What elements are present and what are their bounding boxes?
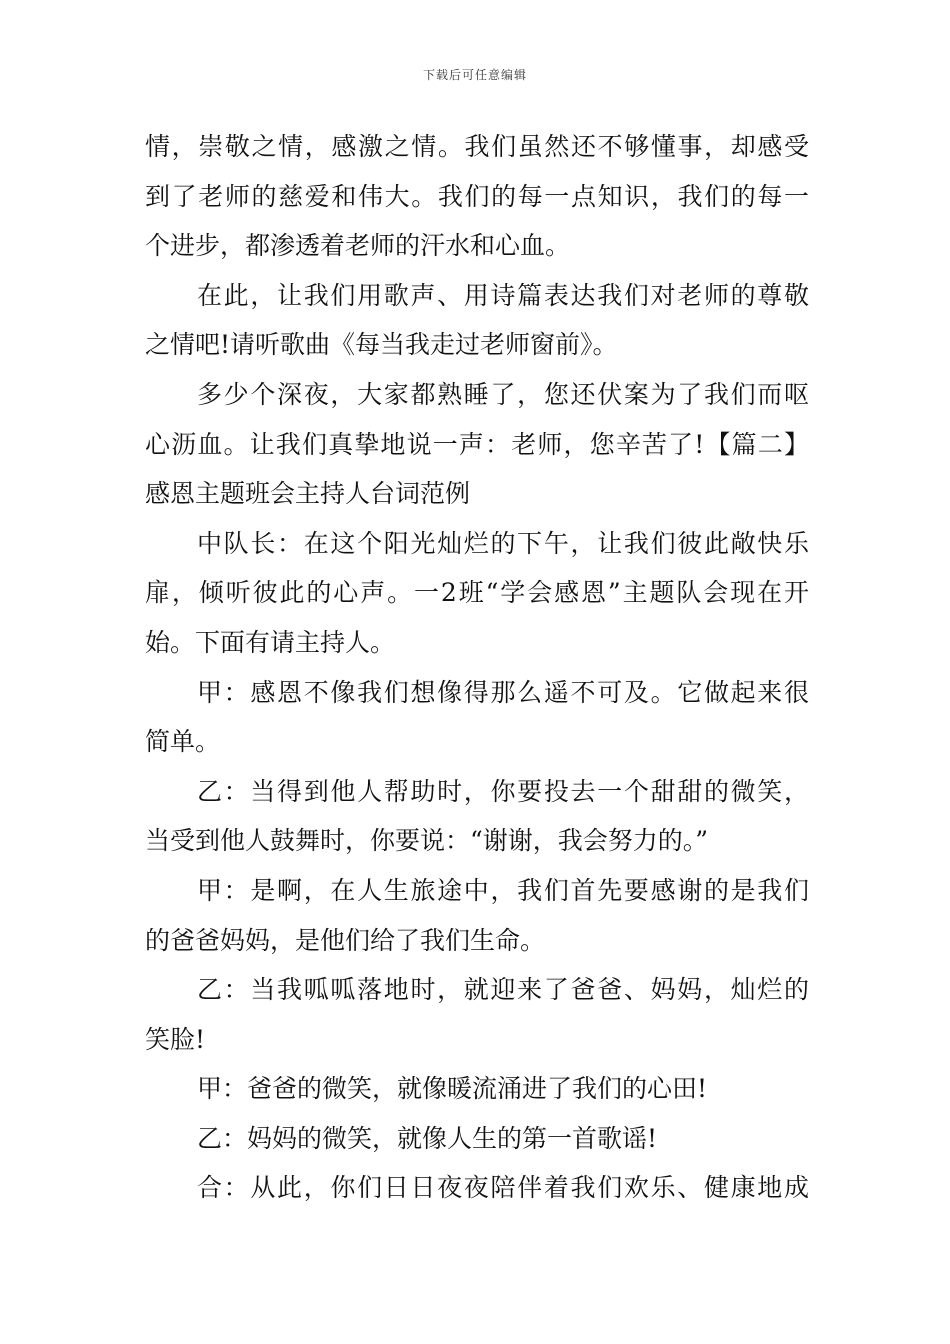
text-line: 简单。 [145, 727, 221, 757]
text-line: 在此，让我们用歌声、用诗篇表达我们对老师的尊敬 [197, 280, 809, 310]
page-header: 下载后可任意编辑 [422, 68, 527, 82]
text-line: 心沥血。让我们真挚地说一声：老师，您辛苦了!【篇二】 [145, 429, 809, 459]
text-line: 中队长：在这个阳光灿烂的下午，让我们彼此敞快乐 [197, 528, 809, 558]
text-line: 乙：妈妈的微笑，就像人生的第一首歌谣! [197, 1123, 658, 1153]
text-line: 甲：是啊，在人生旅途中，我们首先要感谢的是我们 [197, 875, 809, 905]
text-line: 笑脸! [145, 1024, 206, 1054]
text-line: 乙：当得到他人帮助时，你要投去一个甜甜的微笑， [197, 776, 809, 806]
document-body [145, 122, 809, 1213]
text-line: 当受到他人鼓舞时，你要说：“谢谢，我会努力的。” [145, 826, 709, 856]
text-line: 多少个深夜，大家都熟睡了，您还伏案为了我们而呕 [197, 379, 809, 409]
text-line: 乙：当我呱呱落地时，就迎来了爸爸、妈妈，灿烂的 [197, 975, 809, 1005]
text-line: 感恩主题班会主持人台词范例 [145, 479, 471, 509]
text-line: 始。下面有请主持人。 [145, 627, 396, 657]
text-line: 甲：爸爸的微笑，就像暖流涌进了我们的心田! [197, 1074, 708, 1104]
text-line: 合：从此，你们日日夜夜陪伴着我们欢乐、健康地成 [197, 1173, 809, 1203]
text-line: 的爸爸妈妈，是他们给了我们生命。 [145, 925, 546, 955]
text-line: 个进步，都渗透着老师的汗水和心血。 [145, 231, 571, 261]
text-line: 甲：感恩不像我们想像得那么遥不可及。它做起来很 [197, 677, 809, 707]
text-line: 扉，倾听彼此的心声。一2班“学会感恩”主题队会现在开 [145, 578, 809, 608]
text-line: 到了老师的慈爱和伟大。我们的每一点知识，我们的每一 [145, 181, 809, 211]
text-line: 之情吧!请听歌曲《每当我走过老师窗前》。 [145, 330, 618, 360]
text-line: 情，崇敬之情，感激之情。我们虽然还不够懂事，却感受 [145, 132, 809, 161]
